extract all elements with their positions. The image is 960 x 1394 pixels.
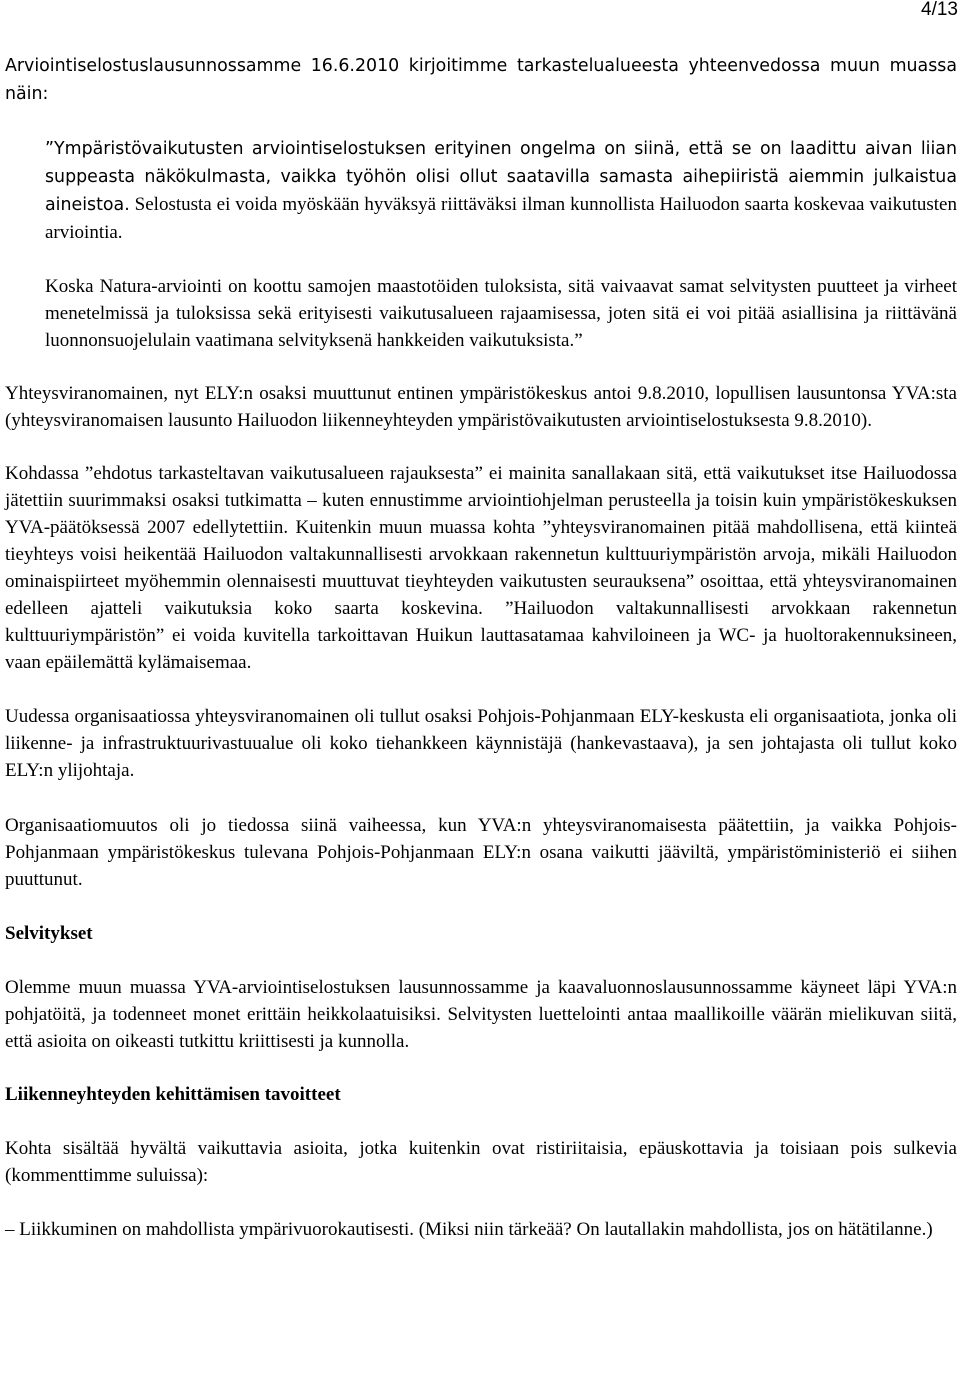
page-number: 4/13 <box>921 0 958 20</box>
list-item-bullet-1: – Liikkuminen on mahdollista ympärivuorokautisesti. (Miksi niin tärkeää? On lautallakin mahdollista, jos on hätätilanne.) <box>5 1219 933 1240</box>
heading-liikenneyhteys: Liikenneyhteyden kehittämisen tavoitteet <box>5 1084 341 1105</box>
intro-part-2: 2010 kirjoitimme tarkastelualueesta yhteenvedossa muun muassa näin: <box>5 56 957 104</box>
quote-paragraph-1-serif: Selostusta ei voida myöskään hyväksyä riittäväksi ilman kunnollista Hailuodon saarta koskevaa vaikutusten arviointia. <box>45 194 957 243</box>
intro-paragraph <box>5 0 957 108</box>
document-body <box>5 0 957 1243</box>
paragraph-liikenneyhteys: Kohta sisältää hyvältä vaikuttavia asioita, jotka kuitenkin ovat ristiriitaisia, epäuskottavia ja toisiaan pois sulkevia (kommenttimme suluissa): <box>5 1138 957 1186</box>
paragraph-organisaatiomuutos: Organisaatiomuutos oli jo tiedossa siinä vaiheessa, kun YVA:n yhteysviranomaisesta päätettiin, ja vaikka Pohjois-Pohjanmaan ympäristökeskus tulevana Pohjois-Pohjanmaan ELY:n osana vaikutti jääviltä, ympäristöministeriö ei siihen puuttunut. <box>5 815 957 890</box>
paragraph-kohdassa: Kohdassa ”ehdotus tarkasteltavan vaikutusalueen rajauksesta” ei mainita sanallakaan sitä, että vaikutukset itse Hailuodossa jätettiin suurimmaksi osaksi tutkimatta – kuten ennustimme arviointiohjelman perusteella ja toisin kuin ympäristökeskuksen YVA-päätöksessä 2007 edellytettiin. Kuitenkin muun muassa kohta ”yhteysviranomainen pitää mahdollisena, että kiinteä tieyhteys voisi heikentää Hailuodon valtakunnallisesti arvokkaan rakennetun kulttuuriympäristön arvoja, mikäli Hailuodon ominaispiirteet myöhemmin olennaisesti muuttuvat tieyhteyden vaikutusten seurauksena” osoittaa, että yhteysviranomainen edelleen ajatteli vaikutuksia koko saarta koskevina. ”Hailuodon valtakunnallisesti arvokkaan rakennetun kulttuuriympäristön” ei voida kuvitella tarkoittavan Huikun lauttasatamaa kahviloineen ja WC- ja huoltorakennuksineen, vaan epäilemättä kylämaisemaa. <box>5 463 957 673</box>
quoted-statement <box>45 135 957 354</box>
paragraph-uudessa: Uudessa organisaatiossa yhteysviranomainen oli tullut osaksi Pohjois-Pohjanmaan ELY-keskusta eli organisaatiota, jonka oli liikenne- ja infrastruktuurivastuualue oli koko tiehankkeen käynnistäjä (hankevastaava), ja sen johtajasta oli tullut koko ELY:n ylijohtaja. <box>5 706 957 781</box>
quote-paragraph-1 <box>45 135 957 246</box>
intro-part-1: Arviointiselostuslausunnossamme 16.6. <box>5 56 355 76</box>
quote-paragraph-2: Koska Natura-arviointi on koottu samojen maastotöiden tuloksista, sitä vaivaavat samat selvitysten puutteet ja virheet menetelmissä ja tuloksissa sekä erityisesti vaikutusalueen rajaamisessa, joten sitä ei voi pitää asiallisina ja riittävänä luonnonsuojelulain vaatimana selvityksenä hankkeiden vaikutuksista.” <box>45 276 957 351</box>
quote-paragraph-1-sans: ”Ympäristövaikutusten arviointiselostuksen erityinen ongelma on siinä, että se on laadittu aivan liian suppeasta näkökulmasta, vaikka työhön olisi ollut saatavilla samasta aihepiiristä aiemmin julkaistua aineistoa. <box>45 139 957 215</box>
paragraph-selvitykset: Olemme muun muassa YVA-arviointiselostuksen lausunnossamme ja kaavaluonnoslausunnossamme käyneet läpi YVA:n pohjatöitä, ja todenneet monet erittäin heikkolaatuisiksi. Selvitysten luettelointi antaa maallikoille väärän mielikuvan siitä, että asioita on oikeasti tutkittu kriittisesti ja kunnolla. <box>5 977 957 1052</box>
paragraph-yhteysviranomainen: Yhteysviranomainen, nyt ELY:n osaksi muuttunut entinen ympäristökeskus antoi 9.8.2010, lopullisen lausuntonsa YVA:sta (yhteysviranomaisen lausunto Hailuodon liikenneyhteyden ympäristövaikutusten arviointiselostuksesta 9.8.2010). <box>5 383 957 431</box>
heading-selvitykset: Selvitykset <box>5 923 93 944</box>
